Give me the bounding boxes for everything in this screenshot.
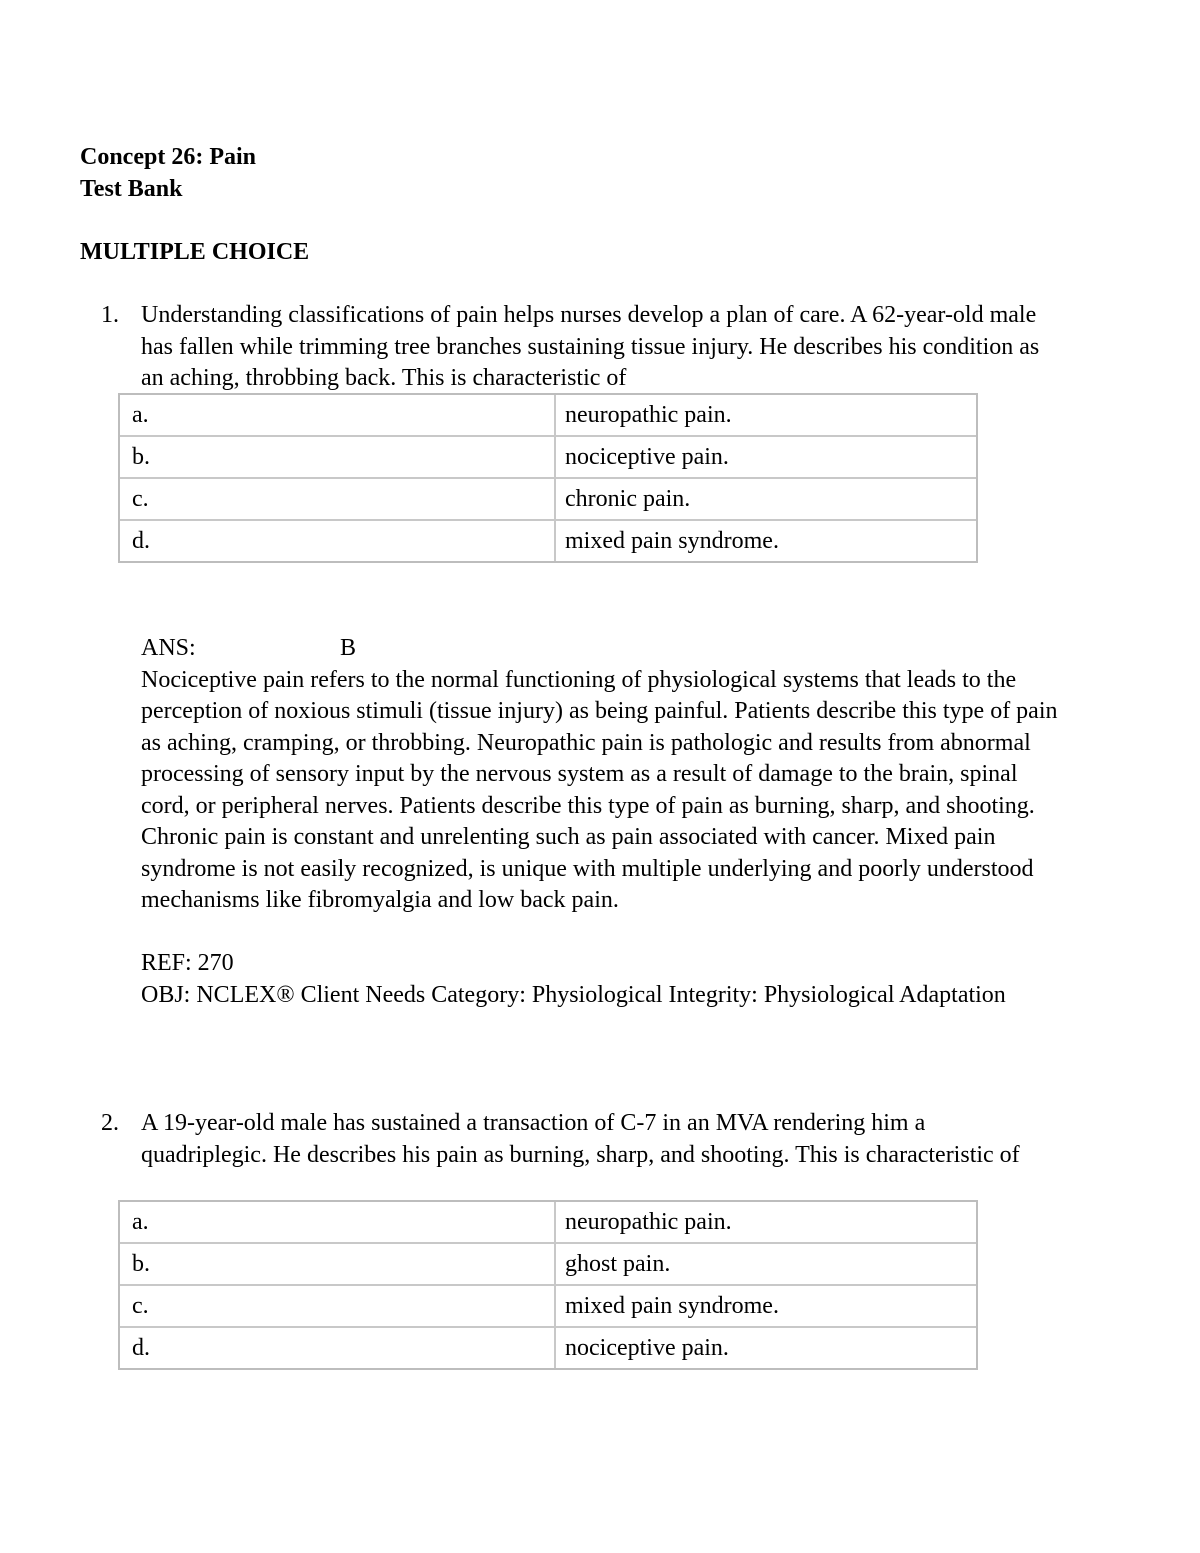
answer-block — [141, 633, 1071, 1011]
choice-letter: b. — [120, 437, 556, 479]
answer-choices-table — [118, 1200, 978, 1370]
document-subtitle: Test Bank — [80, 176, 183, 202]
choice-text: ghost pain. — [556, 1244, 976, 1286]
choice-letter: d. — [120, 1328, 556, 1368]
choice-letter: c. — [120, 1286, 556, 1328]
choice-text: mixed pain syndrome. — [565, 528, 779, 554]
choice-row — [120, 1244, 976, 1286]
choice-text: mixed pain syndrome. — [556, 1286, 976, 1328]
question-stem: Understanding classifications of pain helps nurses develop a plan of care. A 62-year-old male has fallen while trimming tree branches sustaining tissue injury. He describes his condition as an aching, throbbing back. This is characteristic of — [141, 302, 1040, 391]
question-number: 1. — [101, 302, 119, 328]
choice-text: nociceptive pain. — [565, 1335, 729, 1361]
choice-letter: d. — [120, 521, 556, 561]
answer-line — [141, 633, 1071, 665]
document-title: Concept 26: Pain — [80, 144, 256, 170]
reference: REF: 270 — [141, 950, 234, 976]
answer-rationale: Nociceptive pain refers to the normal functioning of physiological systems that leads to the perception of noxious stimuli (tissue injury) as being painful. Patients describe this type of pain as aching, cramping, or throbbing. Neuropathic pain is pathologic and results from abnormal processing of sensory input by the nervous system as a result of damage to the brain, spinal cord, or peripheral nerves. Patients describe this type of pain as burning, sharp, and shooting. Chronic pain is constant and unrelenting such as pain associated with cancer. Mixed pain syndrome is not easily recognized, is unique with multiple underlying and poorly understood mechanisms like fibromyalgia and low back pain. — [141, 666, 1058, 913]
choice-text: neuropathic pain. — [556, 1202, 976, 1244]
choice-row — [120, 437, 976, 479]
choice-letter: c. — [120, 479, 556, 521]
answer-choices-table — [118, 393, 978, 563]
answer-value: B — [340, 635, 357, 661]
question-number: 2. — [101, 1110, 119, 1136]
choice-text: nociceptive pain. — [556, 437, 976, 479]
answer-label: ANS: — [141, 635, 196, 661]
choice-row — [120, 1202, 976, 1244]
choice-row — [120, 395, 976, 437]
choice-letter: a. — [120, 395, 556, 437]
choice-text: chronic pain. — [556, 479, 976, 521]
section-heading: MULTIPLE CHOICE — [80, 239, 310, 265]
choice-text: neuropathic pain. — [556, 395, 976, 437]
choice-row — [120, 479, 976, 521]
choice-letter: a. — [120, 1202, 556, 1244]
choice-row — [120, 1286, 976, 1328]
question-stem: A 19-year-old male has sustained a transaction of C-7 in an MVA rendering him a quadriplegic. He describes his pain as burning, sharp, and shooting. This is characteristic of — [141, 1110, 1020, 1168]
choice-row — [120, 521, 976, 561]
choice-row — [120, 1328, 976, 1368]
choice-letter: b. — [120, 1244, 556, 1286]
objective: OBJ: NCLEX® Client Needs Category: Physiological Integrity: Physiological Adaptation — [141, 981, 1006, 1008]
